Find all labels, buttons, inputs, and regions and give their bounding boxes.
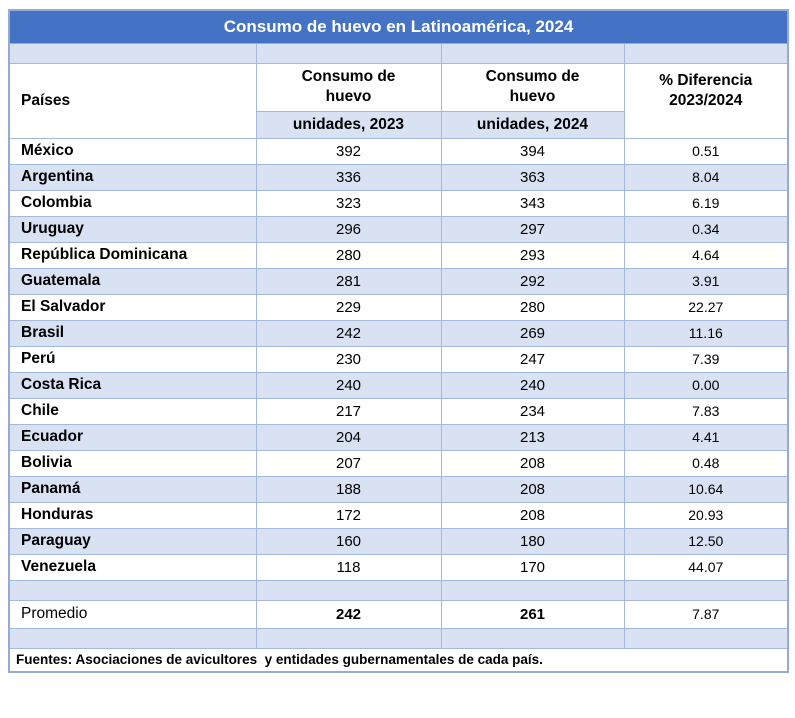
units-2024-value: 280 (441, 294, 624, 320)
diff-percent-value: 0.00 (624, 372, 788, 398)
units-2024-value: 170 (441, 554, 624, 580)
title-row (9, 10, 788, 43)
units-2024-value: 343 (441, 190, 624, 216)
diff-percent-value: 7.83 (624, 398, 788, 424)
units-2023-value: 160 (256, 528, 441, 554)
spacer-cell (9, 628, 256, 648)
table-row (9, 502, 788, 528)
units-2024-value: 213 (441, 424, 624, 450)
diff-percent-value: 12.50 (624, 528, 788, 554)
units-2024-value: 208 (441, 476, 624, 502)
column-header-consumo-2024 (441, 63, 624, 111)
spacer-row-before-promedio (9, 580, 788, 600)
diff-percent-value: 11.16 (624, 320, 788, 346)
diff-percent-value: 3.91 (624, 268, 788, 294)
country-name: México (9, 138, 256, 164)
diff-percent-value: 6.19 (624, 190, 788, 216)
table-row (9, 450, 788, 476)
table-row (9, 268, 788, 294)
consumo-2024-line1: Consumo de (485, 67, 580, 85)
table-row (9, 554, 788, 580)
units-2023-value: 280 (256, 242, 441, 268)
header-row-main (9, 63, 788, 111)
units-2023-value: 392 (256, 138, 441, 164)
column-header-consumo-2023 (256, 63, 441, 111)
units-2023-value: 172 (256, 502, 441, 528)
units-2024-value: 240 (441, 372, 624, 398)
diff-percent-value: 0.34 (624, 216, 788, 242)
units-2024-value: 394 (441, 138, 624, 164)
units-2024-value: 208 (441, 502, 624, 528)
diff-percent-value: 0.51 (624, 138, 788, 164)
table-row (9, 242, 788, 268)
country-name: Chile (9, 398, 256, 424)
diff-percent-value: 7.39 (624, 346, 788, 372)
country-name: Guatemala (9, 268, 256, 294)
column-header-paises: Países (9, 63, 256, 138)
spacer-cell (624, 580, 788, 600)
units-2023-value: 230 (256, 346, 441, 372)
units-2023-value: 204 (256, 424, 441, 450)
country-name: Panamá (9, 476, 256, 502)
diff-percent-value: 4.41 (624, 424, 788, 450)
units-2023-value: 188 (256, 476, 441, 502)
country-name: Costa Rica (9, 372, 256, 398)
table-row (9, 294, 788, 320)
table-row (9, 138, 788, 164)
promedio-units-2023: 242 (256, 600, 441, 628)
spacer-cell (9, 43, 256, 63)
table-row (9, 190, 788, 216)
units-2023-value: 242 (256, 320, 441, 346)
country-name: El Salvador (9, 294, 256, 320)
country-name: Colombia (9, 190, 256, 216)
column-subheader-unidades-2023: unidades, 2023 (256, 111, 441, 138)
table-row (9, 164, 788, 190)
table-row (9, 476, 788, 502)
consumo-2023-line1: Consumo de (301, 67, 396, 85)
units-2024-value: 180 (441, 528, 624, 554)
units-2023-value: 323 (256, 190, 441, 216)
column-subheader-unidades-2024: unidades, 2024 (441, 111, 624, 138)
country-rows (9, 138, 788, 580)
units-2024-value: 293 (441, 242, 624, 268)
table-row (9, 424, 788, 450)
table-row (9, 216, 788, 242)
spacer-cell (624, 628, 788, 648)
country-name: Perú (9, 346, 256, 372)
spacer-row-before-footer (9, 628, 788, 648)
diff-percent-value: 44.07 (624, 554, 788, 580)
spacer-cell (9, 580, 256, 600)
diff-percent-value: 22.27 (624, 294, 788, 320)
units-2024-value: 234 (441, 398, 624, 424)
spacer-cell (256, 628, 441, 648)
units-2023-value: 118 (256, 554, 441, 580)
promedio-diff: 7.87 (624, 600, 788, 628)
diff-percent-value: 20.93 (624, 502, 788, 528)
country-name: Honduras (9, 502, 256, 528)
country-name: Paraguay (9, 528, 256, 554)
diff-percent-value: 10.64 (624, 476, 788, 502)
country-name: Brasil (9, 320, 256, 346)
spacer-cell (441, 580, 624, 600)
country-name: República Dominicana (9, 242, 256, 268)
table-row (9, 320, 788, 346)
column-header-diferencia (624, 63, 788, 138)
promedio-units-2024: 261 (441, 600, 624, 628)
units-2024-value: 247 (441, 346, 624, 372)
units-2023-value: 296 (256, 216, 441, 242)
spacer-cell (256, 43, 441, 63)
diff-percent-value: 4.64 (624, 242, 788, 268)
table-row (9, 528, 788, 554)
promedio-row (9, 600, 788, 628)
country-name: Uruguay (9, 216, 256, 242)
diff-percent-value: 0.48 (624, 450, 788, 476)
egg-consumption-table (8, 9, 789, 673)
spacer-row-top (9, 43, 788, 63)
sources-row (9, 648, 788, 672)
units-2023-value: 217 (256, 398, 441, 424)
sources-note: Fuentes: Asociaciones de avicultores y entidades gubernamentales de cada país. (9, 648, 788, 672)
table-row (9, 346, 788, 372)
spacer-cell (441, 43, 624, 63)
diff-percent-value: 8.04 (624, 164, 788, 190)
units-2024-value: 292 (441, 268, 624, 294)
units-2024-value: 269 (441, 320, 624, 346)
units-2024-value: 297 (441, 216, 624, 242)
table-row (9, 372, 788, 398)
diferencia-line1: % Diferencia (659, 71, 753, 89)
country-name: Ecuador (9, 424, 256, 450)
country-name: Argentina (9, 164, 256, 190)
units-2024-value: 208 (441, 450, 624, 476)
consumo-2024-line2: huevo (509, 88, 556, 105)
units-2023-value: 240 (256, 372, 441, 398)
spacer-cell (256, 580, 441, 600)
consumo-2023-line2: huevo (325, 88, 372, 105)
units-2024-value: 363 (441, 164, 624, 190)
country-name: Venezuela (9, 554, 256, 580)
table-title: Consumo de huevo en Latinoamérica, 2024 (9, 10, 788, 43)
country-name: Bolivia (9, 450, 256, 476)
table-row (9, 398, 788, 424)
diferencia-line2: 2023/2024 (669, 92, 743, 110)
promedio-label: Promedio (9, 600, 256, 628)
units-2023-value: 207 (256, 450, 441, 476)
units-2023-value: 229 (256, 294, 441, 320)
units-2023-value: 336 (256, 164, 441, 190)
units-2023-value: 281 (256, 268, 441, 294)
spacer-cell (624, 43, 788, 63)
spacer-cell (441, 628, 624, 648)
